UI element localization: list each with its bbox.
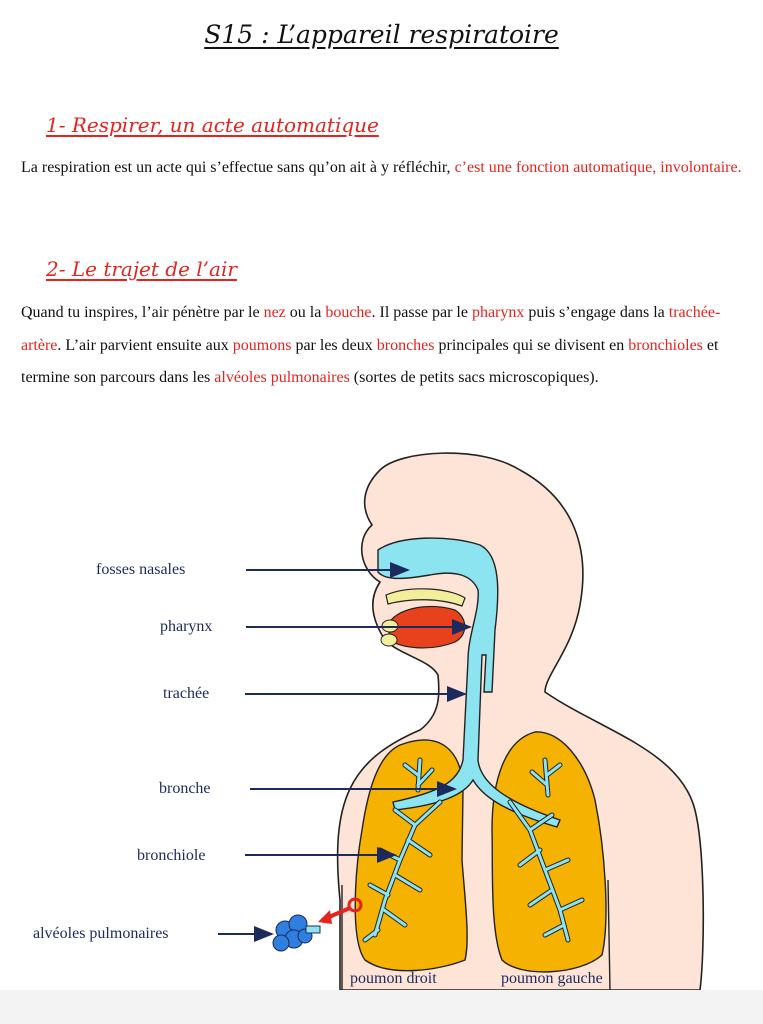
term-nez: nez [263, 304, 286, 321]
term-trachee: trachée-artère [21, 304, 721, 354]
term-bronchioles: bronchioles [628, 336, 703, 354]
alveoli-cluster [273, 915, 320, 951]
label-bronchiole: bronchiole [137, 847, 206, 864]
term-bouche: bouche [325, 304, 372, 321]
label-pharynx: pharynx [160, 618, 213, 635]
term-alveoles: alvéoles pulmonaires [214, 369, 350, 386]
page-bottom-margin [0, 990, 763, 1024]
label-poumon-gauche: poumon gauche [501, 970, 603, 987]
section-2-heading: 2- Le trajet de l’air [46, 257, 237, 281]
label-fosses-nasales: fosses nasales [96, 561, 186, 578]
respiratory-diagram [0, 430, 763, 990]
term-pharynx: pharynx [471, 304, 525, 321]
page-title: S15 : L’appareil respiratoire [204, 20, 559, 49]
label-poumon-droit: poumon droit [350, 970, 437, 987]
section-1-heading: 1- Respirer, un acte automatique [46, 113, 379, 137]
label-bronche: bronche [159, 780, 211, 797]
term-poumons: poumons [232, 336, 292, 354]
section-2-paragraph: Quand tu inspires, l’air pénètre par le nez ou la bouche. Il passe par le pharynx puis s’engage dans la trachée-artère. L’air parvient ensuite aux poumons par les deux bronches principales qui se divisent en bronchioles et termine son parcours dans les alvéoles pulmonaires (sortes de petits sacs microscopiques). [21, 304, 721, 386]
term-bronches: bronches [376, 336, 435, 354]
section-1-paragraph: La respiration est un acte qui s’effectue sans qu’on ait à y réfléchir, c’est une fonction automatique, involontaire. [21, 159, 742, 176]
label-alveoles-pulmonaires: alvéoles pulmonaires [33, 925, 169, 942]
label-trachee: trachée [163, 685, 210, 702]
